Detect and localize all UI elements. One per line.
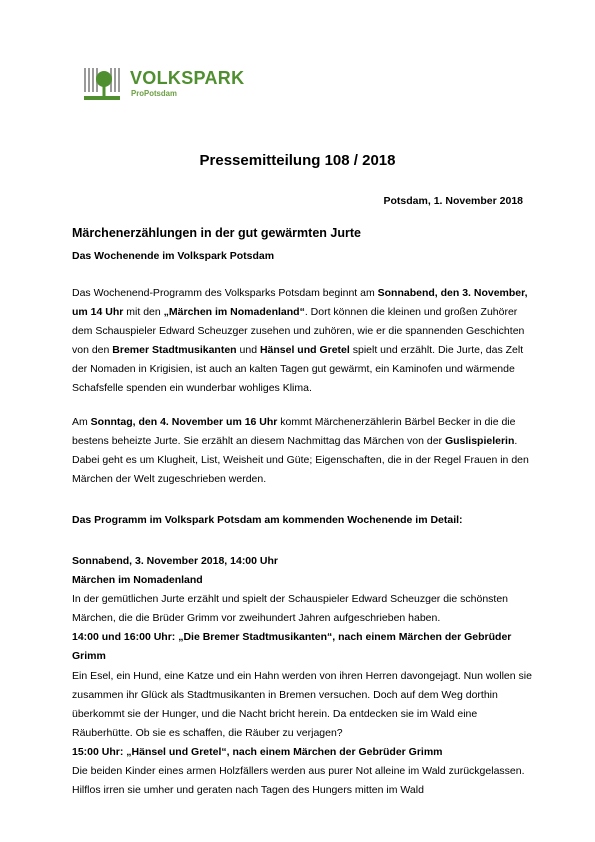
text-run: und	[236, 344, 260, 357]
event-description: In der gemütlichen Jurte erzählt und spielt der Schauspieler Edward Scheuzger die schönsten Märchen, die die Brüder Grimm vor zweihundert Jahren aufgeschrieben haben.	[72, 593, 509, 625]
program-heading: Das Programm im Volkspark Potsdam am kommenden Wochenende im Detail:	[72, 514, 463, 526]
text-run: spielt und erzählt. Die Jurte, das Zelt der Nomaden in Krigisien, ist auch an kalten Tagen gut gewärmt, ein Kaminofen und wärmende Schafsfelle spenden ein wunderbar wohliges Klima.	[72, 344, 524, 395]
text-run: . Dort können die kleinen und großen Zuhörer dem Schauspieler Edward Scheuzger zusehen und zuhören, wie er die spannenden Geschichten von den	[72, 306, 525, 357]
volkspark-tree-icon	[84, 66, 124, 102]
slot-description: Ein Esel, ein Hund, eine Katze und ein Hahn werden von ihren Herren davongejagt. Nun wollen sie zusammen ihr Glück als Stadtmusikanten in Bremen versuchen. Doch auf dem Weg dorthin überkommt sie der Hunger, und die Nacht bricht herein. Da entdecken sie im Wald eine Räuberhütte. Ob sie es schaffen, die Räuber zu verjagen?	[72, 669, 532, 739]
sunday-paragraph	[72, 413, 532, 489]
dateline: Potsdam, 1. November 2018	[383, 195, 523, 207]
logo-wordmark: VOLKSPARK	[130, 68, 245, 88]
slot-heading: 14:00 und 16:00 Uhr: „Die Bremer Stadtmusikanten“, nach einem Märchen der Gebrüder Grimm	[72, 631, 512, 663]
program-details	[72, 552, 532, 800]
text-run: Am	[72, 416, 91, 428]
subheadline: Das Wochenende im Volkspark Potsdam	[72, 250, 275, 262]
bold-run: Sonnabend, den 3. November, um 14 Uhr	[72, 287, 528, 319]
text-run: kommt Märchenerzählerin Bärbel Becker in die die bestens beheizte Jurte. Sie erzählt an diesem Nachmittag das Märchen von der	[72, 416, 516, 448]
text-run: mit den	[123, 306, 164, 319]
slot-heading: 15:00 Uhr: „Hänsel und Gretel“, nach einem Märchen der Gebrüder Grimm	[72, 745, 443, 758]
bold-run: Hänsel und Gretel	[259, 344, 350, 357]
event-name: Märchen im Nomadenland	[72, 574, 203, 587]
headline: Märchenerzählungen in der gut gewärmten Jurte	[72, 226, 361, 240]
bold-run: Sonntag, den 4. November um 16 Uhr	[90, 416, 278, 428]
slot-description: Die beiden Kinder eines armen Holzfällers werden aus purer Not alleine im Wald zurückgelassen. Hilflos irren sie umher und geraten nach Tagen des Hungers mitten im Wald	[72, 765, 525, 797]
intro-paragraph	[72, 284, 532, 399]
bold-run: Bremer Stadtmusikanten	[112, 344, 237, 357]
text-run: Das Wochenend-Programm des Volksparks Potsdam beginnt am	[72, 287, 378, 299]
event-date: Sonnabend, 3. November 2018, 14:00 Uhr	[72, 555, 278, 567]
text-run: . Dabei geht es um Klugheit, List, Weisheit und Güte; Eigenschaften, die in der Regel Frauen in den Märchen der Welt zugeschrieben werden.	[72, 435, 529, 486]
bold-run: „Märchen im Nomadenland“	[163, 306, 305, 319]
press-release-title: Pressemitteilung 108 / 2018	[199, 152, 396, 169]
logo-subtitle: ProPotsdam	[131, 89, 177, 98]
bold-run: Guslispielerin	[444, 435, 515, 448]
